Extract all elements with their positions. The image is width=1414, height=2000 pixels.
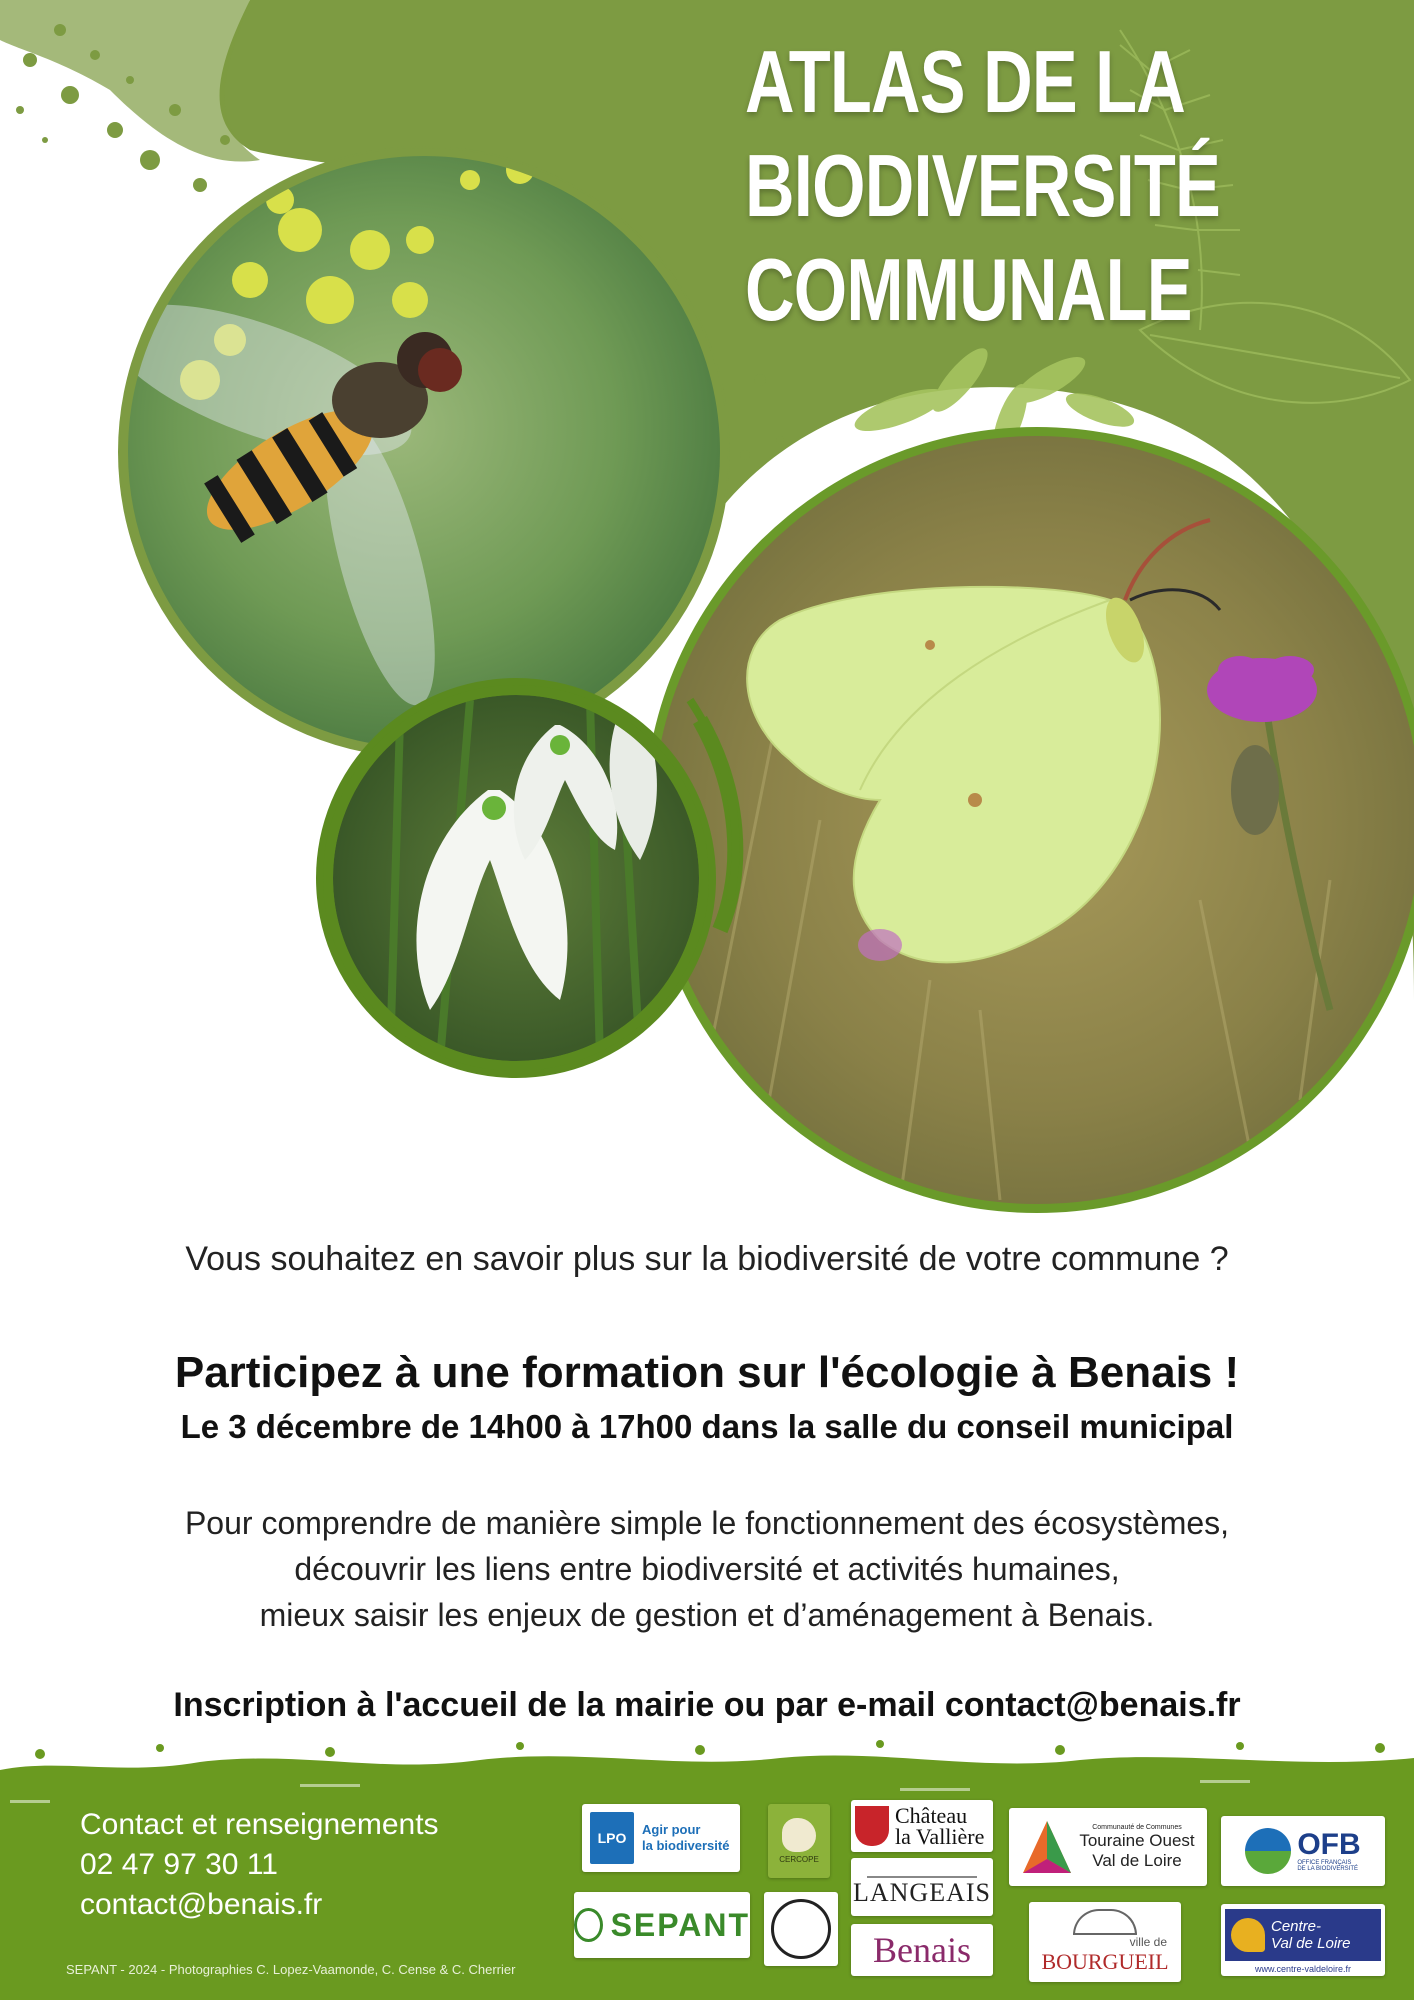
sepant-logo	[574, 1892, 750, 1958]
touraine-ouest-val-de-loire-logo	[1009, 1808, 1207, 1886]
cercope-text: CERCOPE	[779, 1855, 819, 1864]
bourgueil-logo	[1029, 1902, 1181, 1982]
circle-emblem-logo	[764, 1892, 838, 1966]
benais-text: Benais	[873, 1930, 971, 1970]
touraine-text-2: Val de Loire	[1092, 1850, 1182, 1870]
cvl-url: www.centre-valdeloire.fr	[1254, 1963, 1352, 1974]
cvl-text-1: Centre-	[1271, 1917, 1322, 1935]
title-line-2: BIODIVERSITÉ	[745, 136, 1221, 235]
crest-icon	[855, 1806, 889, 1846]
event-headline: Participez à une formation sur l'écologie à Benais !	[174, 1348, 1240, 1397]
cercope-map-icon	[782, 1818, 816, 1852]
ofb-small-2: DE LA BIODIVERSITÉ	[1297, 1866, 1359, 1872]
castle-skyline-icon	[867, 1866, 977, 1878]
contact-email[interactable]: contact@benais.fr	[80, 1888, 323, 1921]
langeais-logo	[851, 1858, 993, 1916]
sepant-mascot-icon	[574, 1908, 603, 1942]
bourgueil-text: BOURGUEIL	[1041, 1949, 1169, 1974]
cvl-text-2: Val de Loire	[1271, 1934, 1351, 1952]
circle-emblem-icon	[771, 1899, 831, 1959]
ofb-text: OFB	[1297, 1828, 1361, 1861]
chateau-text-2: la Vallière	[895, 1824, 985, 1849]
title-line-1: ATLAS DE LA	[745, 32, 1186, 131]
chateau-text-1: Château	[895, 1803, 968, 1828]
description-line-3: mieux saisir les enjeux de gestion et d’aménagement à Benais.	[259, 1597, 1155, 1633]
lpo-logo	[582, 1804, 740, 1872]
signup-info: Inscription à l'accueil de la mairie ou par e-mail contact@benais.fr	[173, 1686, 1241, 1724]
langeais-text: LANGEAIS	[853, 1878, 991, 1907]
centre-val-de-loire-logo	[1221, 1904, 1385, 1976]
ofb-logo	[1221, 1816, 1385, 1886]
event-description	[0, 1500, 1414, 1638]
sepant-text: SEPANT	[610, 1906, 750, 1943]
contact-phone[interactable]: 02 47 97 30 11	[80, 1848, 278, 1881]
contact-block	[80, 1805, 439, 1925]
description-line-1: Pour comprendre de manière simple le fonctionnement des écosystèmes,	[184, 1505, 1230, 1541]
ofb-globe-icon	[1245, 1828, 1291, 1874]
title-line-3: COMMUNALE	[745, 240, 1192, 339]
touraine-small-text: Communauté de Communes	[1092, 1823, 1182, 1831]
poster-title	[745, 30, 1220, 342]
intro-question: Vous souhaitez en savoir plus sur la biodiversité de votre commune ?	[185, 1240, 1229, 1278]
cercope-logo	[768, 1804, 830, 1878]
bourgueil-small-text: ville de	[1129, 1935, 1167, 1949]
description-line-2: découvrir les liens entre biodiversité et activités humaines,	[294, 1551, 1120, 1587]
chateau-la-valliere-logo	[851, 1800, 993, 1852]
heart-icon	[1231, 1918, 1265, 1952]
photo-credits: SEPANT - 2024 - Photographies C. Lopez-Vaamonde, C. Cense & C. Cherrier	[66, 1962, 516, 1977]
event-date-location: Le 3 décembre de 14h00 à 17h00 dans la salle du conseil municipal	[180, 1408, 1234, 1445]
benais-logo	[851, 1924, 993, 1976]
touraine-text-1: Touraine Ouest	[1079, 1830, 1195, 1850]
ofb-small-1: OFFICE FRANÇAIS	[1297, 1860, 1352, 1866]
contact-label: Contact et renseignements	[80, 1808, 439, 1841]
brimstone-butterfly-photo	[640, 420, 1414, 1220]
lpo-text-1: Agir pour	[642, 1822, 701, 1837]
lpo-mark: LPO	[590, 1812, 634, 1864]
town-hall-icon	[1073, 1909, 1137, 1935]
lpo-text-2: la biodiversité	[642, 1838, 730, 1853]
touraine-triangle-icon	[1021, 1819, 1073, 1875]
